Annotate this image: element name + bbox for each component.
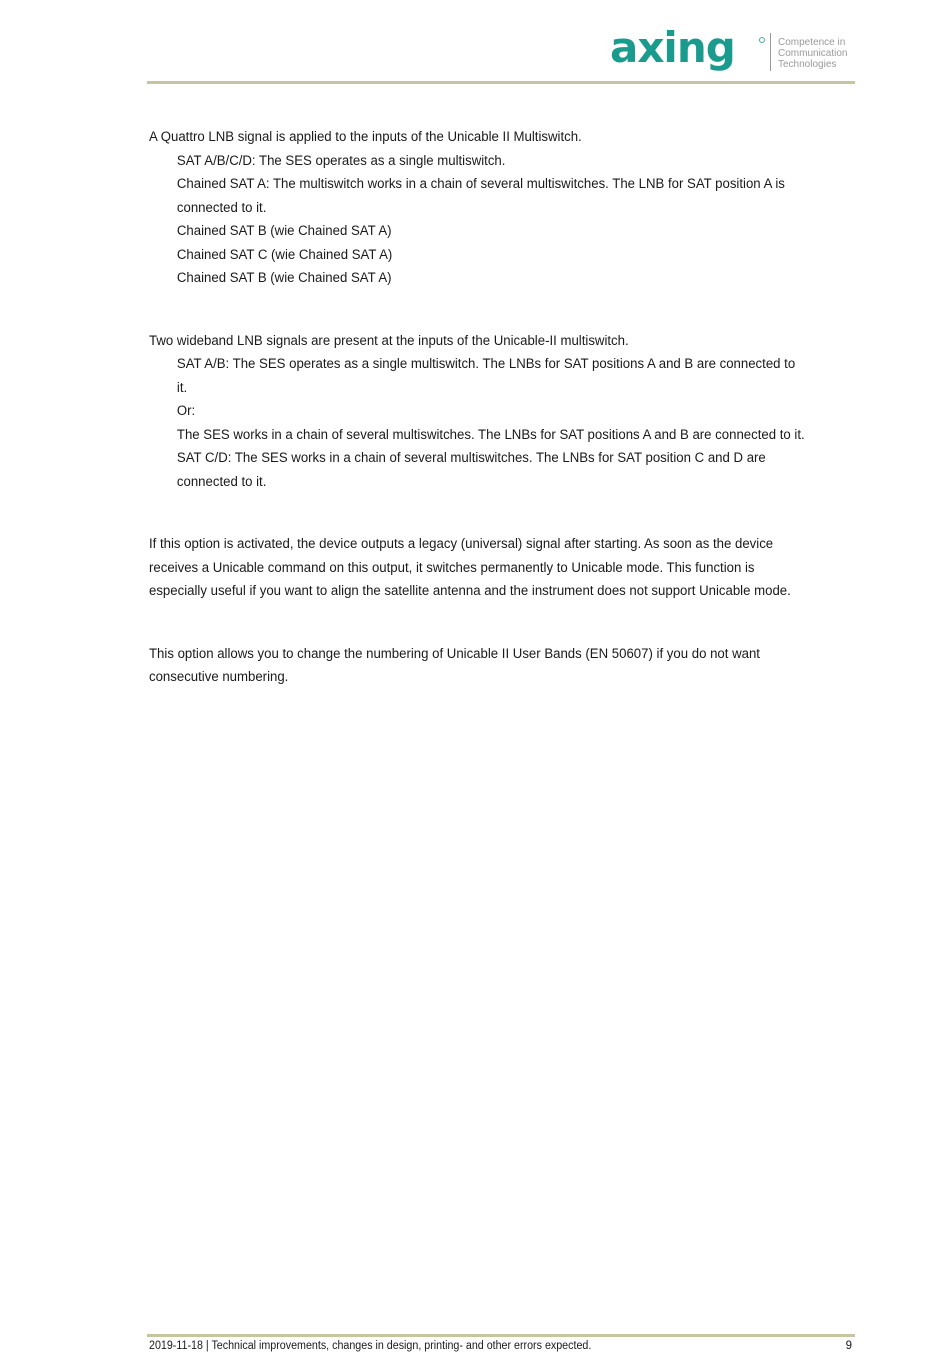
section-intro: Two wideband LNB signals are present at the inputs of the Unicable-II multiswitch. <box>149 332 629 349</box>
list-item: Chained SAT A: The multiswitch works in a chain of several multiswitches. The LNB for SAT position A is connected to it. <box>176 176 785 216</box>
list-item: Chained SAT B (wie Chained SAT A) <box>176 270 392 286</box>
list-item: Chained SAT B (wie Chained SAT A) <box>176 223 392 239</box>
logo-text: axing <box>610 30 735 72</box>
list-item: SAT A/B: The SES operates as a single multiswitch. The LNBs for SAT positions A and B are connected to it. <box>176 356 796 396</box>
axing-logo-wordmark <box>610 30 765 74</box>
section-gap <box>149 494 806 533</box>
section-paragraph: If this option is activated, the device outputs a legacy (universal) signal after starting. As soon as the device receives a Unicable command on this output, it switches permanently to Unicable mode. This function is especially useful if you want to align the satellite antenna and the instrument does not support Unicable mode. <box>149 536 791 599</box>
section-gap <box>149 604 806 643</box>
page-content <box>149 126 806 690</box>
logo-divider <box>770 33 771 71</box>
section-paragraph: This option allows you to change the numbering of Unicable II User Bands (EN 50607) if you do not want consecutive numbering. <box>149 645 760 685</box>
footer-text: 2019-11-18 | Technical improvements, changes in design, printing- and other errors expected. <box>149 1340 592 1352</box>
footer-rule <box>147 1334 855 1337</box>
tagline-line: Communication <box>778 48 848 59</box>
page-number: 9 <box>845 1340 852 1352</box>
list-item: Or: <box>176 403 196 419</box>
tagline-line: Technologies <box>778 59 837 70</box>
axing-logo <box>610 30 855 74</box>
list-item: Chained SAT C (wie Chained SAT A) <box>176 246 393 263</box>
list-item: SAT C/D: The SES works in a chain of several multiswitches. The LNBs for SAT position C and D are connected to it. <box>176 450 766 490</box>
tagline-line: Competence in <box>778 37 846 48</box>
section-gap <box>149 291 806 330</box>
section-intro: A Quattro LNB signal is applied to the inputs of the Unicable II Multiswitch. <box>149 129 582 145</box>
list-item: SAT A/B/C/D: The SES operates as a single multiswitch. <box>176 152 506 169</box>
list-item: The SES works in a chain of several multiswitches. The LNBs for SAT positions A and B are connected to it. <box>176 426 805 443</box>
logo-tagline <box>778 37 847 70</box>
header-rule <box>147 81 855 84</box>
